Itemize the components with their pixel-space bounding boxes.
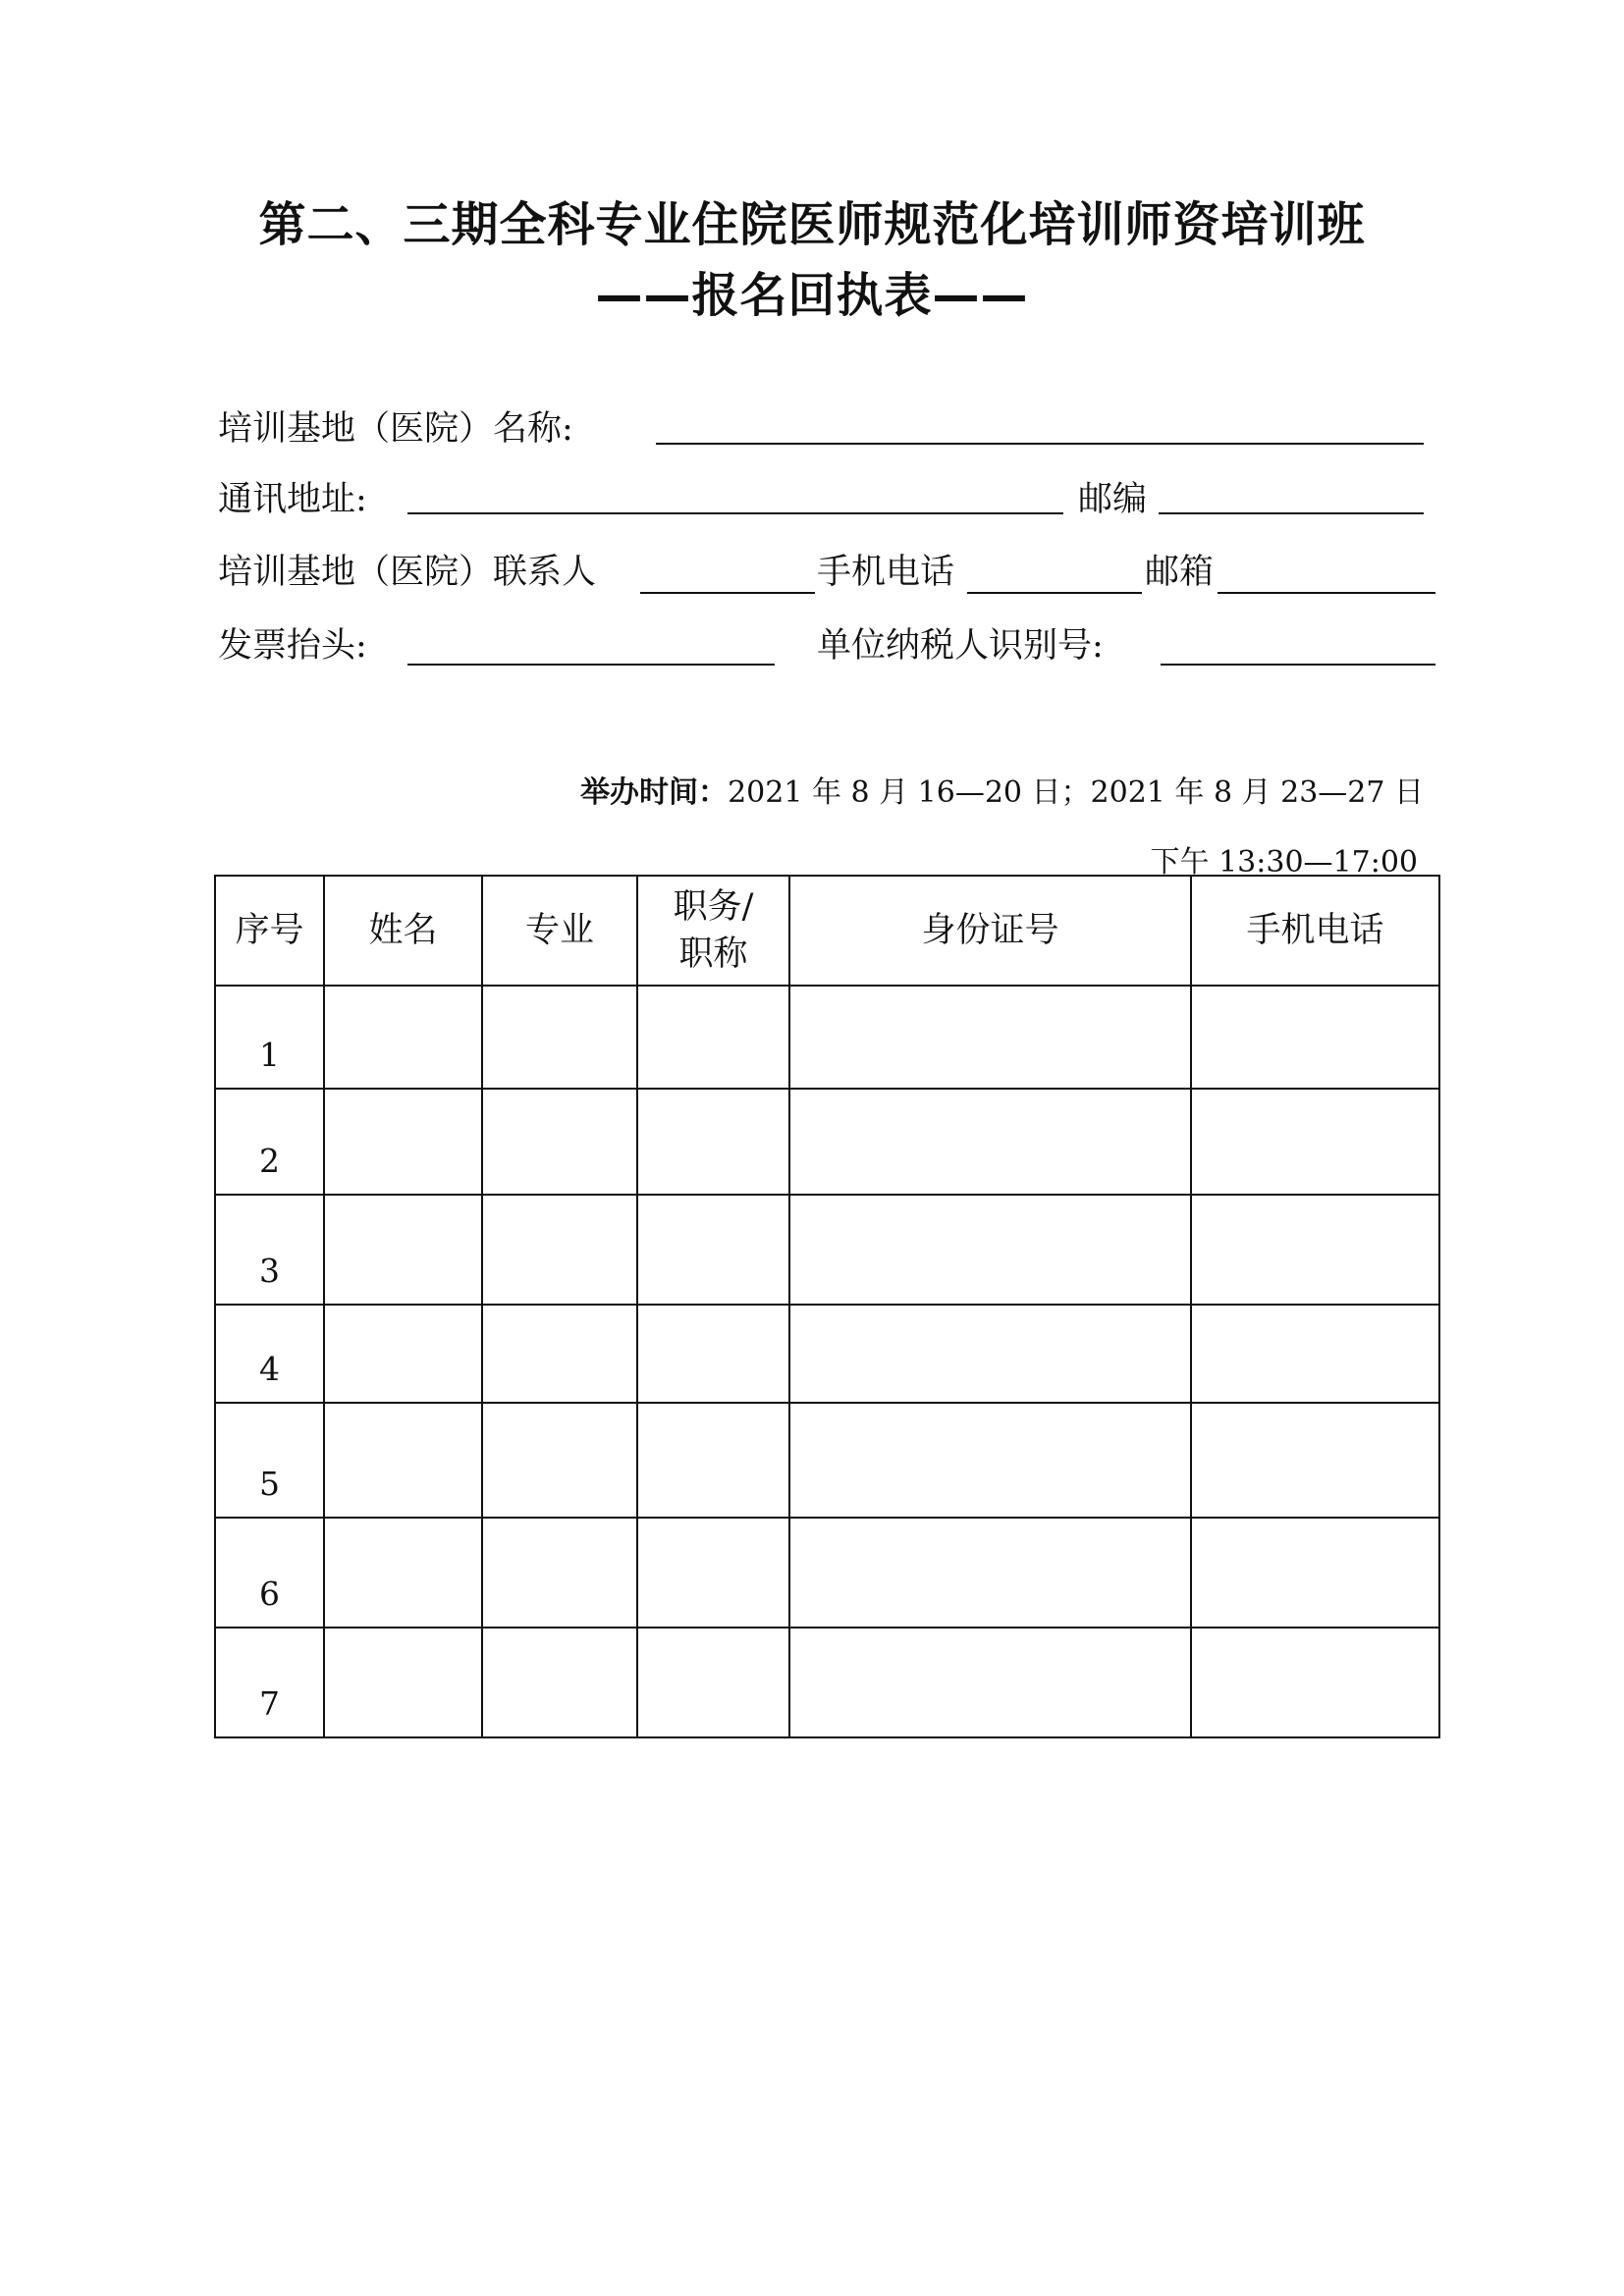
header-position: 职务/ (673, 887, 754, 927)
registration-table (214, 875, 1440, 1738)
base-name-field[interactable] (656, 443, 1424, 445)
specialty-cell[interactable] (482, 1089, 637, 1195)
name-cell[interactable] (324, 1305, 482, 1403)
row-number: 6 (215, 1518, 324, 1628)
name-cell[interactable] (324, 1195, 482, 1305)
position-cell[interactable] (637, 1305, 789, 1403)
name-cell[interactable] (324, 1518, 482, 1628)
invoice-label: 发票抬头: (218, 626, 367, 666)
invoice-field[interactable] (407, 664, 775, 666)
tax-id-field[interactable] (1161, 664, 1435, 666)
email-field[interactable] (1218, 592, 1435, 594)
row-number: 4 (215, 1305, 324, 1403)
position-cell[interactable] (637, 1518, 789, 1628)
mobile-cell[interactable] (1191, 1305, 1439, 1403)
email-label: 邮箱 (1145, 553, 1215, 592)
name-cell[interactable] (324, 1403, 482, 1518)
name-cell[interactable] (324, 1089, 482, 1195)
row-number: 1 (215, 986, 324, 1089)
postcode-field[interactable] (1159, 512, 1424, 514)
table-row (215, 1089, 1439, 1195)
id-number-cell[interactable] (789, 1195, 1191, 1305)
tax-id-label: 单位纳税人识别号: (817, 626, 1104, 666)
base-name-label: 培训基地（医院）名称: (218, 409, 573, 449)
specialty-cell[interactable] (482, 1628, 637, 1737)
row-number: 5 (215, 1403, 324, 1518)
mobile-label: 手机电话 (817, 553, 955, 592)
schedule-dates (580, 768, 1424, 811)
schedule-date-range: 2021 年 8 月 16—20 日；2021 年 8 月 23—27 日 (728, 775, 1424, 810)
table-row (215, 1195, 1439, 1305)
name-cell[interactable] (324, 1628, 482, 1737)
address-label: 通讯地址: (218, 480, 367, 519)
header-title: 职称 (678, 934, 748, 974)
table-row (215, 1628, 1439, 1737)
contact-field[interactable] (640, 592, 815, 594)
address-field[interactable] (407, 512, 1063, 514)
document-title: 第二、三期全科专业住院医师规范化培训师资培训班 (258, 197, 1366, 252)
mobile-field[interactable] (967, 592, 1142, 594)
mobile-cell[interactable] (1191, 1403, 1439, 1518)
contact-label: 培训基地（医院）联系人 (218, 553, 597, 592)
mobile-cell[interactable] (1191, 1518, 1439, 1628)
specialty-cell[interactable] (482, 1195, 637, 1305)
id-number-cell[interactable] (789, 1518, 1191, 1628)
header-position-title (637, 876, 789, 986)
id-number-cell[interactable] (789, 1089, 1191, 1195)
id-number-cell[interactable] (789, 1403, 1191, 1518)
table-row (215, 1403, 1439, 1518)
name-cell[interactable] (324, 986, 482, 1089)
header-specialty: 专业 (482, 876, 637, 986)
mobile-cell[interactable] (1191, 1195, 1439, 1305)
postcode-label: 邮编 (1078, 480, 1148, 519)
row-number: 7 (215, 1628, 324, 1737)
specialty-cell[interactable] (482, 1518, 637, 1628)
row-number: 3 (215, 1195, 324, 1305)
position-cell[interactable] (637, 1089, 789, 1195)
mobile-cell[interactable] (1191, 986, 1439, 1089)
header-mobile: 手机电话 (1191, 876, 1439, 986)
document-subtitle: ——报名回执表—— (595, 268, 1029, 323)
position-cell[interactable] (637, 1195, 789, 1305)
header-name: 姓名 (324, 876, 482, 986)
schedule-label: 举办时间： (580, 775, 729, 810)
position-cell[interactable] (637, 986, 789, 1089)
header-id-number: 身份证号 (789, 876, 1191, 986)
header-serial: 序号 (215, 876, 324, 986)
specialty-cell[interactable] (482, 1305, 637, 1403)
table-row (215, 1518, 1439, 1628)
id-number-cell[interactable] (789, 1305, 1191, 1403)
schedule-time: 下午 13:30—17:00 (1150, 845, 1418, 880)
specialty-cell[interactable] (482, 986, 637, 1089)
id-number-cell[interactable] (789, 1628, 1191, 1737)
mobile-cell[interactable] (1191, 1089, 1439, 1195)
table-header-row (215, 876, 1439, 986)
table-row (215, 986, 1439, 1089)
position-cell[interactable] (637, 1403, 789, 1518)
mobile-cell[interactable] (1191, 1628, 1439, 1737)
row-number: 2 (215, 1089, 324, 1195)
id-number-cell[interactable] (789, 986, 1191, 1089)
position-cell[interactable] (637, 1628, 789, 1737)
table-row (215, 1305, 1439, 1403)
specialty-cell[interactable] (482, 1403, 637, 1518)
